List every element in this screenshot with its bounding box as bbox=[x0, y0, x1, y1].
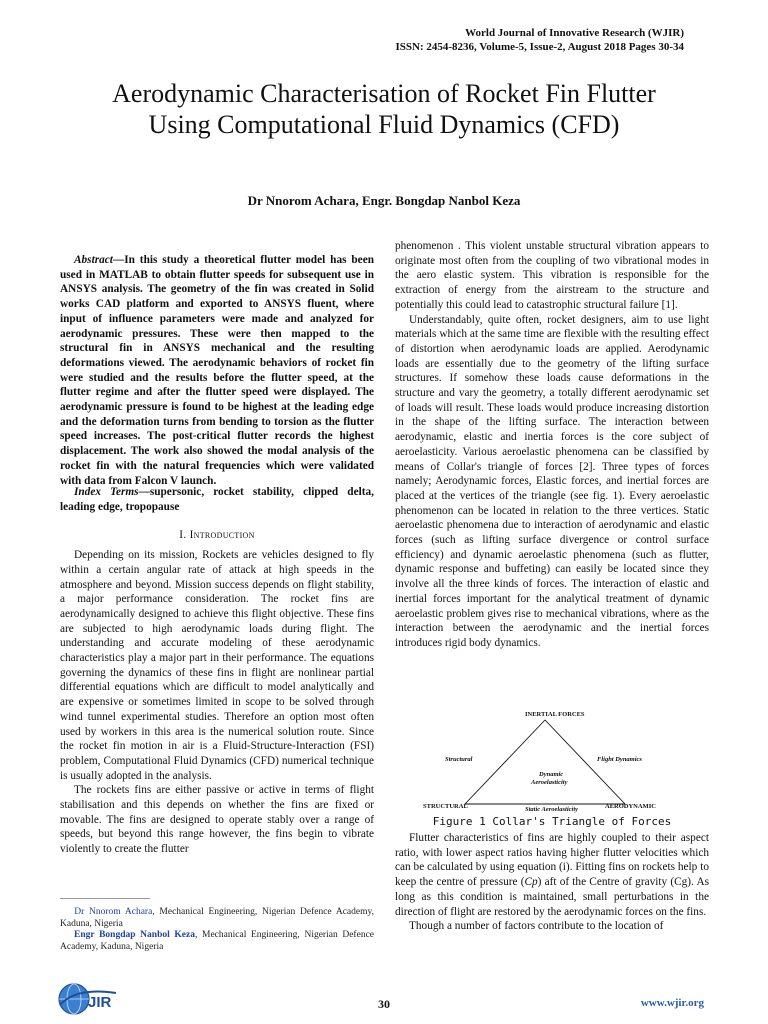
title-line-1: Aerodynamic Characterisation of Rocket Fin Flutter bbox=[112, 79, 656, 108]
right-paragraph-1: phenomenon . This violent unstable structural vibration appears to originate most often from the coupling of two vibrational modes in the aero elastic system. This vibration is responsible for the extraction of energy from the airstream to the structure and potentially this could lead to catastrophic structural failure [1]. bbox=[395, 240, 709, 311]
journal-issn: ISSN: 2454-8236, Volume-5, Issue-2, August 2018 Pages 30-34 bbox=[395, 41, 684, 53]
index-terms-lead: Index Terms bbox=[74, 486, 139, 498]
right-paragraph-4: Though a number of factors contribute to the location of bbox=[409, 920, 664, 933]
left-paragraph-2: The rockets fins are either passive or active in terms of flight stabilisation and this depends on whether the fins are fixed or movable. The fins are designed to operate stably over a range of speeds, but beyond this range however, the fins begin to vibrate violently to create the flutter bbox=[60, 784, 374, 856]
abstract-lead: Abstract bbox=[74, 254, 113, 266]
title-line-2: Using Computational Fluid Dynamics (CFD) bbox=[148, 110, 620, 139]
figure-label-aerodynamic: AERODYNAMIC bbox=[605, 803, 656, 810]
right-paragraph-2: Understandably, quite often, rocket designers, aim to use light materials which at the same time are flexible with the resulting effect of distortion when aerodynamic loads are applied. Aerodynamic loads are essentially due to the geometry of the lifting surface structures. If somehow these loads cause deformations in the structure and vary the geometry, a totally different aerodynamic set of loads will result. These loads would produce increasing distortion in the shape of the lifting surface. The interaction between aerodynamic, elastic and inertia forces is the core subject of aeroelasticity. Various aeroelastic phenomena can be classified by means of Collar's triangle of forces [2]. Three types of forces namely; Aerodynamic forces, Elastic forces, and inertial forces are placed at the vertices of the triangle (see fig. 1). Every aeroelastic phenomenon can be located in relation to the three vertices. Static aeroelastic phenomena due to interaction of aerodynamic and elastic forces (such as lifting surface divergence or control surface efficiency) and dynamic aeroelastic phenomena (such as flutter, dynamic response and buffeting) can easily be located since they involve all the three kinds of forces. The interaction of elastic and inertial forces important for the analytical treatment of dynamic aeroelastic problem gives rise to mechanical vibrations, where as the interaction between the aerodynamic and the inertial forces introduces rigid body dynamics. bbox=[395, 313, 709, 649]
figure-label-aeroelasticity: Aeroelasticity bbox=[531, 779, 568, 786]
journal-website-link[interactable]: www.wjir.org bbox=[640, 997, 704, 1009]
section-heading-introduction bbox=[60, 528, 374, 543]
cp-symbol: Cp bbox=[524, 876, 538, 889]
left-paragraph-1: Depending on its mission, Rockets are vehicles designed to fly within a certain angular rate of attack at high speeds in the atmosphere and beyond. Mission success depends on flight stability, a major performance consideration. The rocket fins are aerodynamically designed to achieve this flight objective. These fins are subjected to high aerodynamic loads during flight. The understanding and accurate modeling of these aerodynamic characteristics play a major part in their performance. The equations governing the dynamics of these fins in flight are nonlinear partial differential equations which are difficult to model analytically and are expensive or sometimes limited in scope to be solved through wind tunnel experimental studies. Therefore an option most often used by workers in this area is the numerical solution route. Since the rocket fin motion in air is a Fluid-Structure-Interaction (FSI) problem, Computational Fluid Dynamics (CFD) numerical technique is usually adopted in the analysis. bbox=[60, 549, 374, 782]
wjir-logo bbox=[56, 977, 136, 1017]
flutter-text-end: ) aft of the Centre of gravity (Cg). As long as this condition is maintained, small perturbations in the direction of flight are restored by the aerodynamic forces on the fins. bbox=[395, 876, 710, 918]
right-paragraph-3 bbox=[395, 831, 709, 919]
figure-label-structural: STRUCTURAL bbox=[423, 803, 468, 810]
figure-label-inertial: INERTIAL FORCES bbox=[525, 711, 585, 718]
right-column-body bbox=[395, 239, 709, 651]
figure-label-dynamic: Dynamic bbox=[539, 771, 564, 778]
journal-header bbox=[184, 26, 684, 54]
paper-title bbox=[40, 78, 728, 140]
author-footnotes bbox=[60, 907, 374, 953]
section-title: Introduction bbox=[189, 529, 255, 542]
footnote-author-2: Engr Bongdap Nanbol Keza bbox=[74, 930, 195, 940]
collar-triangle-figure bbox=[415, 706, 695, 814]
abstract-body: —In this study a theoretical flutter model has been used in MATLAB to obtain flutter speeds for subsequent use in ANSYS analysis. The geometry of the fin was created in Solid works CAD platform and exported to ANSYS fluent, where input of influence parameters were made and analyzed for aerodynamic pressures. These were then mapped to the structural fin in ANSYS mechanical and the resulting deformations viewed. The aerodynamic behaviors of rocket fin were studied and the results before the flutter speed, at the flutter regime and after the flutter speed were displayed. The aerodynamic pressure is found to be highest at the leading edge and the deformation turns from bending to torsion as the flutter speed increases. The post-critical flutter records the highest displacement. The work also showed the modal analysis of the rocket fin with the natural frequencies which were validated with data from Falcon V launch. bbox=[60, 254, 374, 487]
author-line: Dr Nnorom Achara, Engr. Bongdap Nanbol Keza bbox=[247, 193, 521, 208]
index-terms bbox=[60, 485, 374, 514]
journal-name: World Journal of Innovative Research (WJIR) bbox=[465, 27, 684, 39]
page-number: 30 bbox=[378, 997, 390, 1011]
right-column-bottom bbox=[395, 831, 709, 934]
figure-label-static-aeroelasticity: Static Aeroelasticity bbox=[525, 806, 579, 813]
abstract bbox=[60, 253, 374, 488]
figure-label-structural-edge: Structural bbox=[445, 756, 473, 763]
footnote-divider bbox=[60, 898, 150, 899]
footnote-2 bbox=[60, 930, 374, 953]
figure-caption: Figure 1 Collar's Triangle of Forces bbox=[432, 815, 672, 828]
footnote-affil-1: , Mechanical Engineering, Nigerian Defence Academy, Kaduna, Nigeria bbox=[60, 907, 375, 929]
footnote-affil-2: , Mechanical Engineering, Nigerian Defence Academy, Kaduna, Nigeria bbox=[60, 930, 374, 952]
flutter-text-start: Flutter characteristics of fins are highly coupled to their aspect ratio, with lower aspect ratios having higher flutter velocities which can be calculated by using equation (i). Fitting fins on rockets help to keep the centre of pressure ( bbox=[395, 832, 709, 889]
left-column-body bbox=[60, 485, 374, 857]
left-column-abstract bbox=[60, 253, 374, 488]
figure-label-flight-dynamics: Flight Dynamics bbox=[597, 756, 642, 763]
index-terms-body: —supersonic, rocket stability, clipped delta, leading edge, tropopause bbox=[60, 486, 374, 513]
logo-text: JIR bbox=[88, 994, 112, 1011]
footnote-author-1: Dr Nnorom Achara bbox=[74, 907, 153, 917]
footnote-1 bbox=[60, 907, 374, 930]
section-numeral: I. bbox=[179, 529, 190, 542]
